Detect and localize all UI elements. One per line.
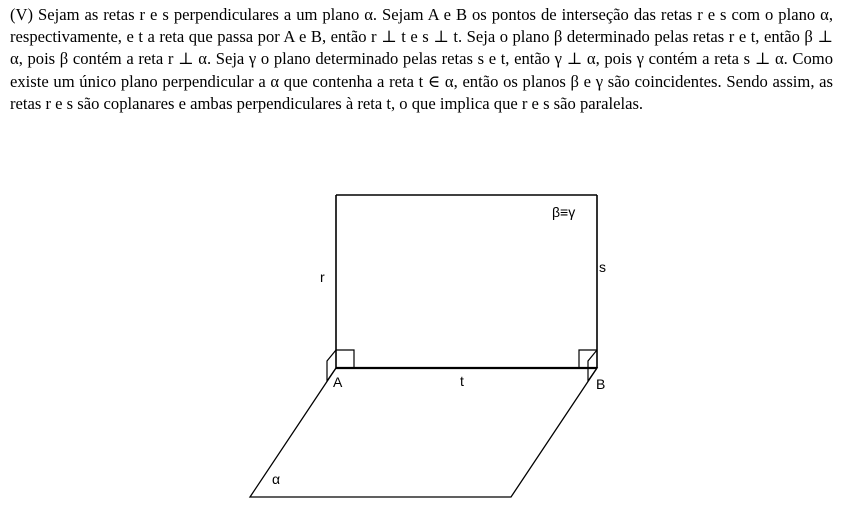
right-angle-marker-a	[336, 350, 354, 368]
label-s: s	[599, 259, 606, 275]
plane-alpha	[250, 368, 597, 497]
label-beta-gamma: β≡γ	[552, 204, 576, 220]
label-t: t	[460, 373, 464, 389]
label-r: r	[320, 269, 325, 285]
label-point-b: B	[596, 376, 606, 392]
label-alpha: α	[272, 471, 281, 487]
label-point-a: A	[333, 374, 343, 390]
explanation-paragraph: (V) Sejam as retas r e s perpendiculares a um plano α. Sejam A e B os pontos de interseção das retas r e s com o plano α, respectivamente, e t a reta que passa por A e B, então r ⊥ t e s ⊥ t. Seja o plano β determinado pelas retas r e t, então β ⊥ α, pois β contém a reta r ⊥ α. Seja γ o plano determinado pelas retas s e t, então γ ⊥ α, pois γ contém a reta s ⊥ α. Como existe um único plano perpendicular a α que contenha a reta t ∈ α, então os planos β e γ são coincidentes. Sendo assim, as retas r e s são coplanares e ambas perpendiculares à reta t, o que implica que r e s são paralelas.	[10, 5, 833, 113]
